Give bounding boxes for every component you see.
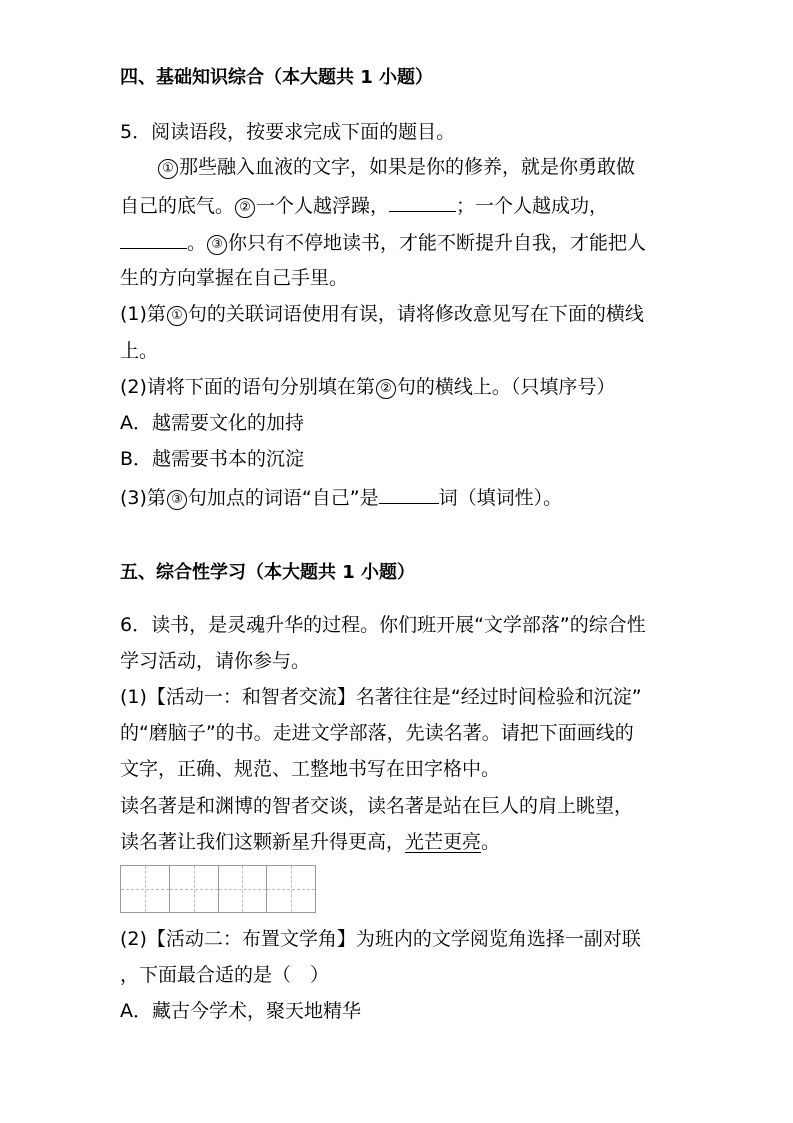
circled-number-1: ① [167,306,187,326]
q6-line-2: 学习活动，请你参与。 [120,650,311,672]
answer-blank-3[interactable] [379,484,439,504]
q6-line-5: 文字，正确、规范、工整地书写在田字格中。 [120,758,501,780]
q5-sub3: (3)第 ③ 句加点的词语“自己”是 词（填词性）。 [120,484,562,510]
q6-line-3: (1)【活动一：和智者交流】名著往往是“经过时间检验和沉淀” [120,686,642,708]
section-5-heading: 五、综合性学习（本大题共 1 小题） [120,562,416,583]
circled-number-1: ① [158,159,178,179]
q5-passage-line-2: 自己的底气。 ② 一个人越浮躁， ；一个人越成功， [120,192,608,218]
q5-sub1-line-1: (1)第 ① 句的关联词语使用有误，请将修改意见写在下面的横线 [120,303,644,325]
tianzi-cell[interactable] [121,866,170,912]
circled-number-3: ③ [207,235,227,255]
q5-sub1-line-2: 上。 [120,340,159,362]
answer-blank-1[interactable] [389,192,456,212]
tianzi-cell[interactable] [170,866,219,912]
q6-line-4: 的“磨脑子”的书。走进文学部落，先读名著。请把下面画线的 [120,722,634,744]
q5-option-b: B．越需要书本的沉淀 [120,448,305,470]
q5-passage-line-4: 生的方向掌握在自己手里。 [120,267,349,289]
tianzi-grid [120,865,316,913]
answer-blank-2[interactable] [120,229,187,249]
underlined-phrase: 光芒更亮 [405,831,482,853]
tianzi-cell[interactable] [267,866,315,912]
q6-line-9: ，下面最合适的是（ ） [120,964,330,986]
q6-option-a: A．藏古今学术，聚天地精华 [120,1000,361,1022]
q5-passage-line-3: 。 ③ 你只有不停地读书，才能不断提升自我，才能把人 [120,229,646,255]
q6-line-8: (2)【活动二：布置文学角】为班内的文学阅览角选择一副对联 [120,928,641,950]
q5-stem: 5．阅读语段，按要求完成下面的题目。 [120,121,456,143]
q6-line-7: 读名著让我们这颗新星升得更高，光芒更亮。 [120,831,501,853]
q5-option-a: A．越需要文化的加持 [120,412,304,434]
circled-number-3: ③ [167,490,187,510]
q5-passage-line-1: ① 那些融入血液的文字，如果是你的修养，就是你勇敢做 [157,155,635,179]
circled-number-2: ② [235,198,255,218]
q5-sub2: (2)请将下面的语句分别填在第 ② 句的横线上。（只填序号） [120,376,616,398]
q6-line-1: 6．读书，是灵魂升华的过程。你们班开展“文学部落”的综合性 [120,614,646,636]
q6-line-6: 读名著是和渊博的智者交谈，读名著是站在巨人的肩上眺望， [120,795,634,817]
section-4-heading: 四、基础知识综合（本大题共 1 小题） [120,67,434,88]
tianzi-cell[interactable] [219,866,268,912]
circled-number-2: ② [376,379,396,399]
